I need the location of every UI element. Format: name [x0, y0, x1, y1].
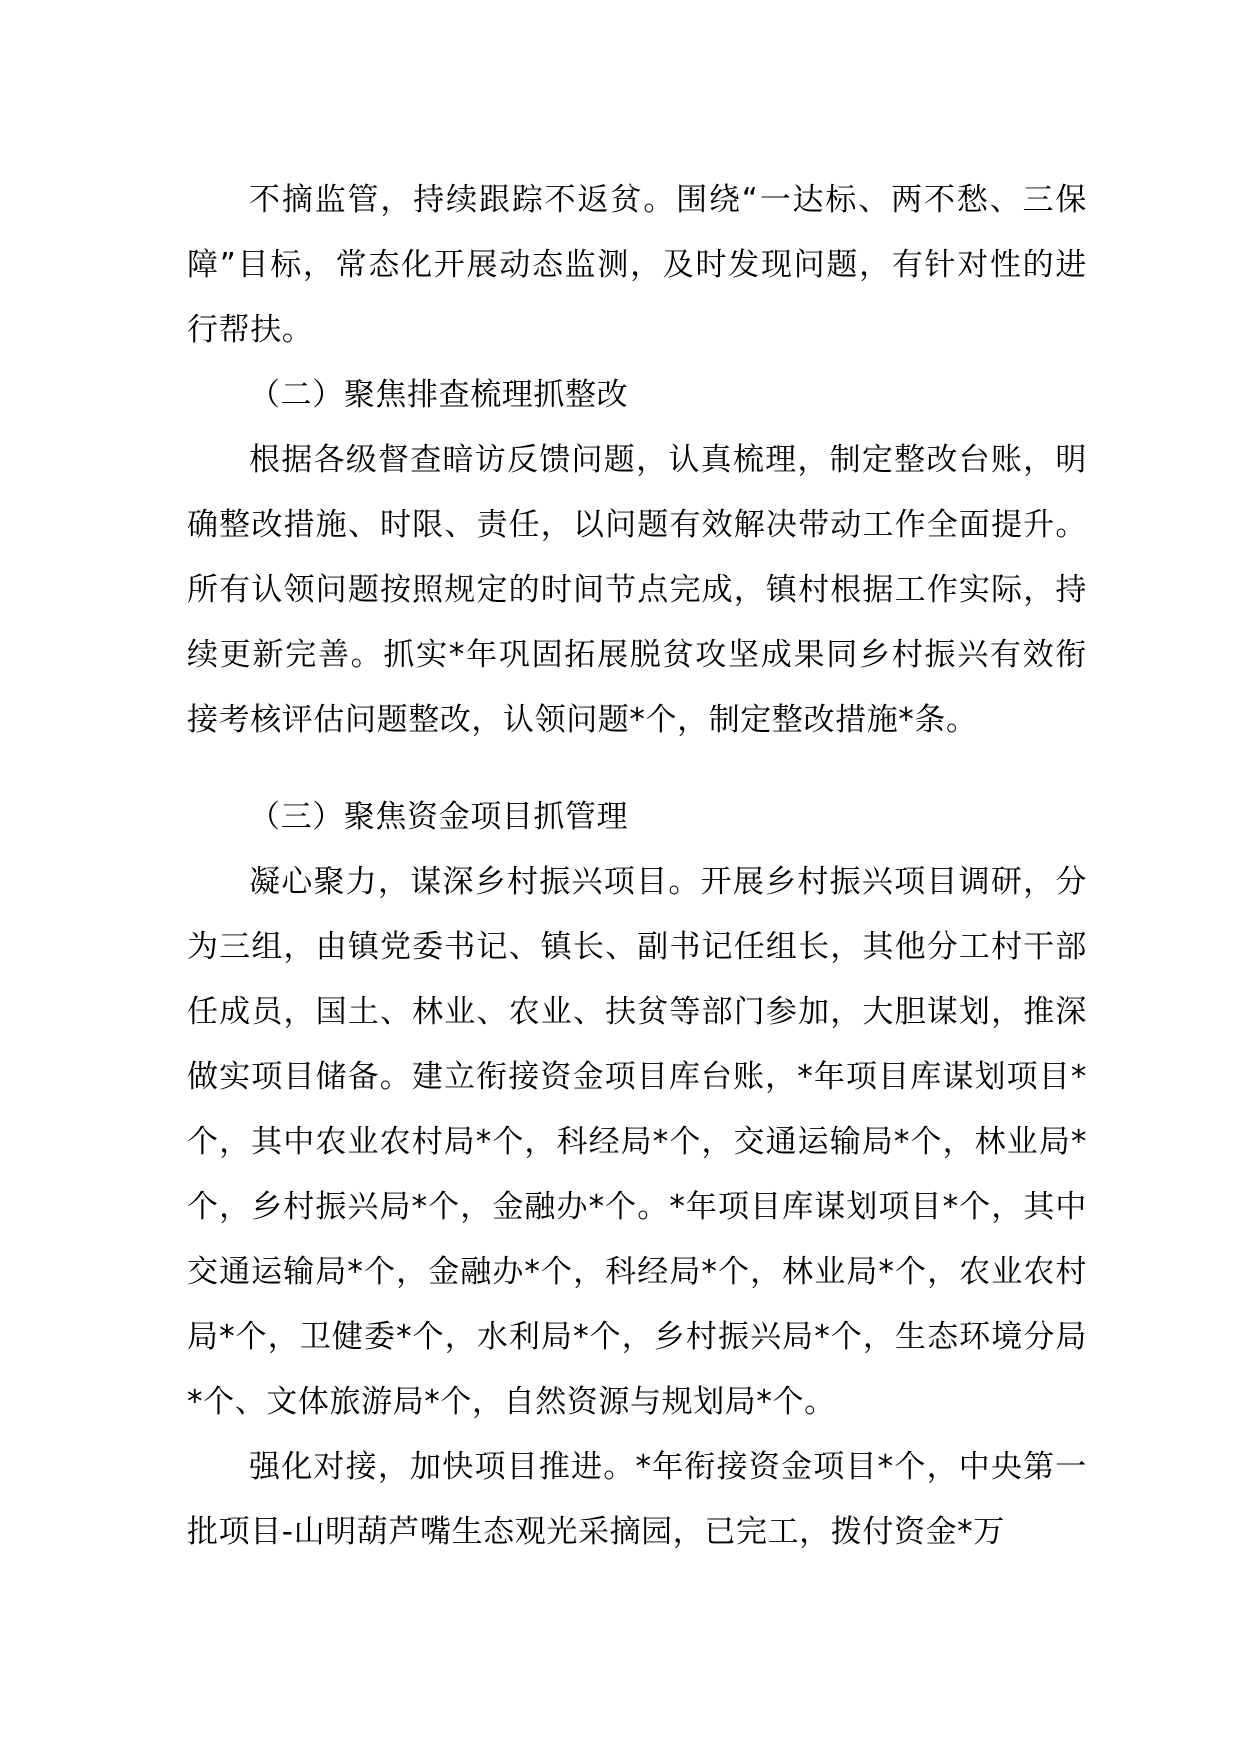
paragraph-project-progress: 强化对接，加快项目推进。*年衔接资金项目*个，中央第一批项目-山明葫芦嘴生态观光采摘园，已完工，拨付资金*万 [187, 1449, 1087, 1550]
paragraph-project-planning: 凝心聚力，谋深乡村振兴项目。开展乡村振兴项目调研，分为三组，由镇党委书记、镇长、副书记任组长，其他分工村干部任成员，国土、林业、农业、扶贫等部门参加，大胆谋划，推深做实项目储备。建立衔接资金项目库台账，*年项目库谋划项目*个，其中农业农村局*个，科经局*个，交通运输局*个，林业局*个，乡村振兴局*个，金融办*个。*年项目库谋划项目*个，其中交通运输局*个，金融办*个，科经局*个，林业局*个，农业农村局*个，卫健委*个，水利局*个，乡村振兴局*个，生态环境分局*个、文体旅游局*个，自然资源与规划局*个。 [187, 864, 1087, 1420]
paragraph-monitoring: 不摘监管，持续跟踪不返贫。围绕“一达标、两不愁、三保障”目标，常态化开展动态监测，及时发现问题，有针对性的进行帮扶。 [187, 182, 1087, 348]
document-body [187, 168, 1087, 1565]
section-heading-fund-projects: （三）聚焦资金项目抓管理 [249, 799, 629, 835]
section-heading-rectification: （二）聚焦排查梳理抓整改 [249, 377, 629, 413]
paragraph-rectification: 根据各级督查暗访反馈问题，认真梳理，制定整改台账，明确整改措施、时限、责任，以问题有效解决带动工作全面提升。所有认领问题按照规定的时间节点完成，镇村根据工作实际，持续更新完善。抓实*年巩固拓展脱贫攻坚成果同乡村振兴有效衔接考核评估问题整改，认领问题*个，制定整改措施*条。 [187, 442, 1087, 738]
